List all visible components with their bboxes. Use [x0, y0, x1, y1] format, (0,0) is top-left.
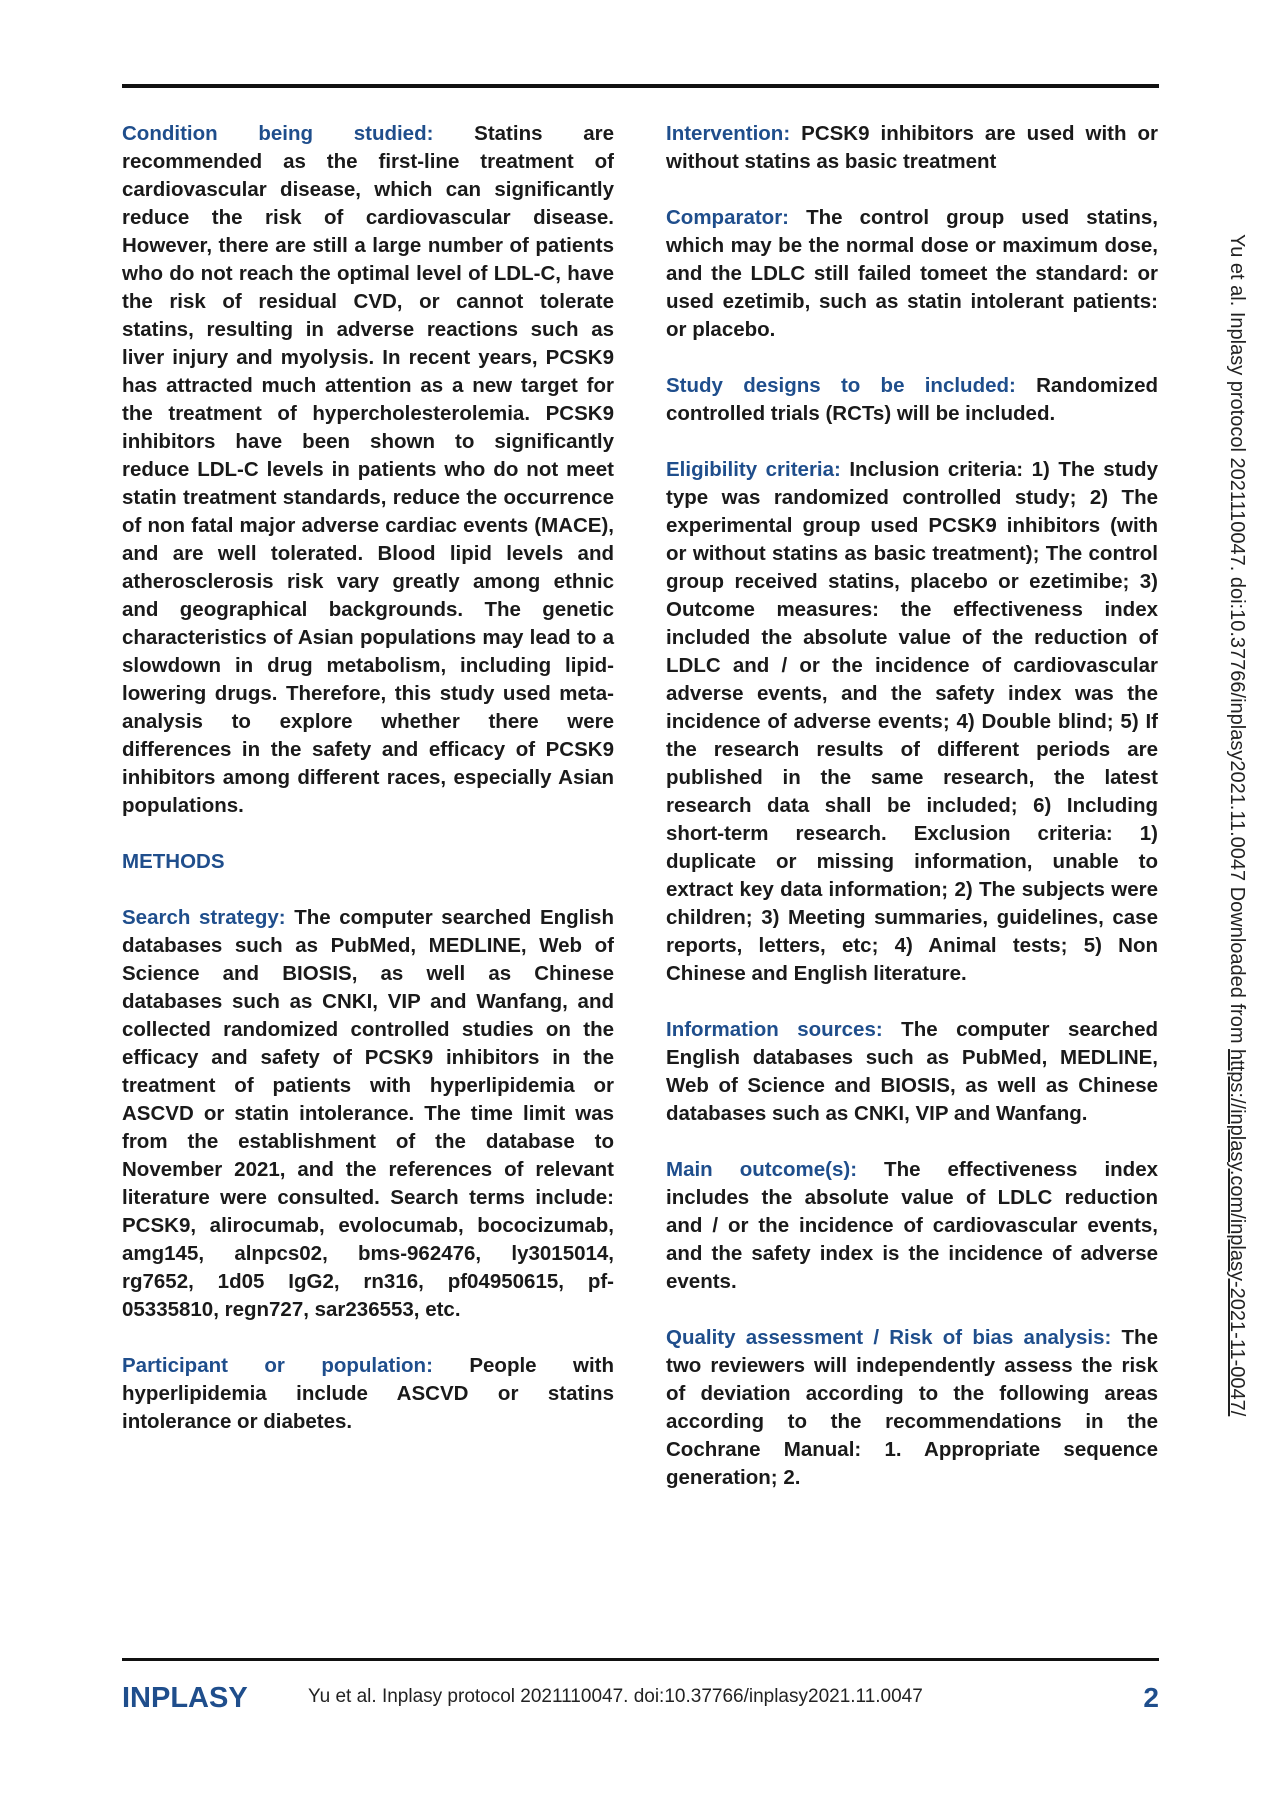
footer-citation: Yu et al. Inplasy protocol 2021110047. doi:10.37766/inplasy2021.11.0047: [308, 1686, 923, 1707]
study-designs-text: Randomized controlled trials (RCTs) will be included.: [666, 374, 1158, 425]
information-sources-section: [666, 1016, 1158, 1128]
quality-text: The two reviewers will independently assess the risk of deviation according to the following areas according to the recommendations in the Cochrane Manual: 1. Appropriate sequence generation; 2.: [666, 1326, 1158, 1489]
sidebar-citation: [1225, 234, 1248, 1416]
sidebar-text: Yu et al. Inplasy protocol 2021110047. doi:10.37766/inplasy2021.11.0047 Downloaded from: [1226, 234, 1248, 1050]
main-outcome-section: [666, 1156, 1158, 1296]
information-sources-text: The computer searched English databases such as PubMed, MEDLINE, Web of Science and BIOSIS, as well as Chinese databases such as CNKI, VIP and Wanfang.: [666, 1018, 1159, 1125]
condition-text: Statins are recommended as the first-line treatment of cardiovascular disease, which can significantly reduce the risk of cardiovascular disease. However, there are still a large number of patients who do not reach the optimal level of LDL-C, have the risk of residual CVD, or cannot tolerate statins, resulting in adverse reactions such as liver injury and myolysis. In recent years, PCSK9 has attracted much attention as a new target for the treatment of hypercholesterolemia. PCSK9 inhibitors have been shown to significantly reduce LDL-C levels in patients who do not meet statin treatment standards, reduce the occurrence of non fatal major adverse cardiac events (MACE), and are well tolerated. Blood lipid levels and atherosclerosis risk vary greatly among ethnic and geographical backgrounds. The genetic characteristics of Asian populations may lead to a slowdown in drug metabolism, including lipid-lowering drugs. Therefore, this study used meta-analysis to explore whether there were differences in the safety and efficacy of PCSK9 inhibitors among different races, especially Asian populations.: [122, 122, 614, 817]
comparator-text: The control group used statins, which may be the normal dose or maximum dose, and the LDLC still failed tomeet the standard: or used ezetimib, such as statin intolerant patients: or placebo.: [666, 206, 1158, 341]
top-rule: [122, 84, 1159, 88]
eligibility-section: [666, 456, 1158, 988]
intervention-label: Intervention:: [666, 122, 791, 145]
participant-label: Participant or population:: [122, 1354, 433, 1377]
quality-label: Quality assessment / Risk of bias analysis:: [666, 1326, 1112, 1349]
left-column: [122, 120, 614, 1464]
participant-section: [122, 1352, 614, 1436]
search-strategy-section: [122, 904, 614, 1324]
methods-heading: METHODS: [122, 850, 225, 873]
study-designs-section: [666, 372, 1158, 428]
bottom-rule: [122, 1658, 1159, 1661]
brand-logo: INPLASY: [122, 1682, 248, 1714]
search-strategy-label: Search strategy:: [122, 906, 286, 929]
download-link[interactable]: https://inplasy.com/inplasy-2021-11-0047/: [1226, 1049, 1248, 1417]
main-outcome-label: Main outcome(s):: [666, 1158, 858, 1181]
quality-section: [666, 1324, 1158, 1492]
page-footer: [0, 1680, 1273, 1730]
right-column: [666, 120, 1158, 1520]
intervention-text: PCSK9 inhibitors are used with or without statins as basic treatment: [666, 122, 1158, 173]
condition-section: [122, 120, 614, 820]
condition-label: Condition being studied:: [122, 122, 434, 145]
eligibility-text: Inclusion criteria: 1) The study type was randomized controlled study; 2) The experimental group used PCSK9 inhibitors (with or without statins as basic treatment); The control group received statins, placebo or ezetimibe; 3) Outcome measures: the effectiveness index included the absolute value of the reduction of LDLC and / or the incidence of cardiovascular adverse events, and the safety index was the incidence of adverse events; 4) Double blind; 5) If the research results of different periods are published in the same research, the latest research data shall be included; 6) Including short-term research. Exclusion criteria: 1) duplicate or missing information, unable to extract key data information; 2) The subjects were children; 3) Meeting summaries, guidelines, case reports, letters, etc; 4) Animal tests; 5) Non Chinese and English literature.: [666, 458, 1158, 985]
comparator-label: Comparator:: [666, 206, 790, 229]
information-sources-label: Information sources:: [666, 1018, 883, 1041]
study-designs-label: Study designs to be included:: [666, 374, 1016, 397]
eligibility-label: Eligibility criteria:: [666, 458, 841, 481]
intervention-section: [666, 120, 1158, 176]
comparator-section: [666, 204, 1158, 344]
search-strategy-text: The computer searched English databases such as PubMed, MEDLINE, Web of Science and BIOSIS, as well as Chinese databases such as CNKI, VIP and Wanfang, and collected randomized controlled studies on the efficacy and safety of PCSK9 inhibitors in the treatment of patients with hyperlipidemia or ASCVD or statin intolerance. The time limit was from the establishment of the database to November 2021, and the references of relevant literature were consulted. Search terms include: PCSK9, alirocumab, evolocumab, bococizumab, amg145, alnpcs02, bms-962476, ly3015014, rg7652, 1d05 IgG2, rn316, pf04950615, pf-05335810, regn727, sar236553, etc.: [122, 906, 614, 1321]
participant-text: People with hyperlipidemia include ASCVD or statins intolerance or diabetes.: [122, 1354, 614, 1433]
main-outcome-text: The effectiveness index includes the absolute value of LDLC reduction and / or the incidence of cardiovascular events, and the safety index is the incidence of adverse events.: [666, 1158, 1158, 1293]
page-number: 2: [1143, 1682, 1159, 1713]
